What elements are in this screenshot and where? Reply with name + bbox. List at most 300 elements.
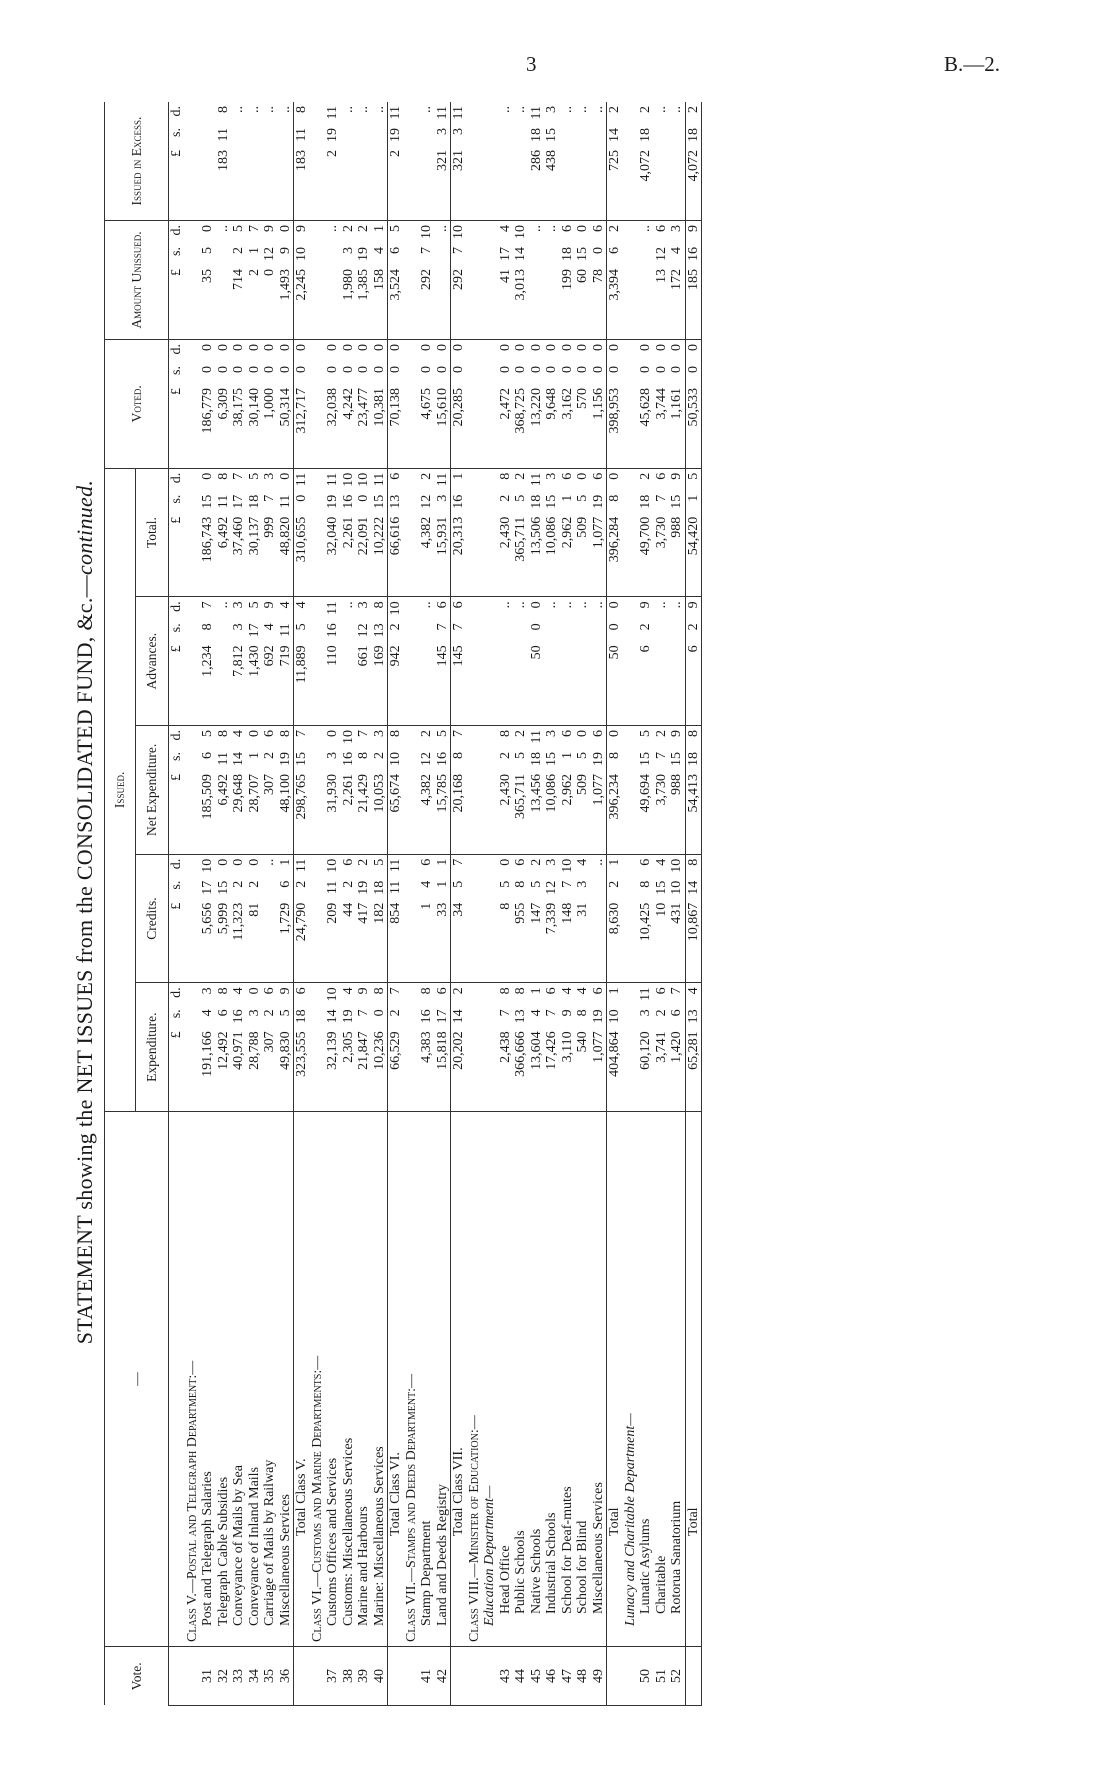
pounds: 2,430 bbox=[497, 774, 513, 806]
pence: 2 bbox=[419, 472, 434, 480]
pounds: 10,222 bbox=[371, 516, 387, 556]
shillings: 0 bbox=[528, 623, 544, 631]
item-label: Carriage of Mails by Railway bbox=[262, 1459, 277, 1626]
pounds: 54,420 bbox=[685, 516, 701, 556]
shillings: 0 bbox=[356, 494, 371, 502]
pounds: 321 bbox=[434, 150, 450, 171]
pounds: 28,707 bbox=[246, 774, 262, 813]
pence: 3 bbox=[544, 858, 559, 866]
pence: 5 bbox=[246, 601, 262, 609]
pounds: 3,741 bbox=[653, 1031, 669, 1063]
blank-cell bbox=[310, 597, 326, 726]
item-label: Marine: Miscellaneous Services bbox=[371, 1446, 387, 1626]
pence: 3 bbox=[262, 472, 277, 480]
pence: 6 bbox=[590, 730, 606, 738]
item-label: Post and Telegraph Salaries bbox=[200, 1471, 215, 1626]
amount-voted bbox=[231, 340, 247, 469]
pound-sign: £ bbox=[169, 388, 184, 395]
pence: 1 bbox=[434, 858, 450, 866]
pence: 0 bbox=[544, 344, 559, 351]
units-cell bbox=[169, 468, 185, 597]
total-cred bbox=[388, 854, 404, 983]
shillings: 0 bbox=[340, 366, 356, 373]
pence: 1 bbox=[607, 858, 622, 866]
pence: 11 bbox=[451, 106, 466, 120]
shillings: 18 bbox=[371, 880, 387, 895]
pence: 7 bbox=[669, 987, 684, 995]
pounds: 307 bbox=[262, 774, 277, 796]
shillings: 6 bbox=[277, 880, 293, 888]
blank-cell bbox=[310, 102, 326, 221]
amount-exp bbox=[544, 983, 560, 1112]
amount-net bbox=[419, 726, 435, 855]
title-continued: continued. bbox=[72, 479, 97, 576]
pounds: 854 bbox=[388, 902, 403, 924]
pence: 8 bbox=[215, 106, 231, 113]
amount-net bbox=[575, 726, 591, 855]
pounds: 4,072 bbox=[638, 150, 653, 182]
shillings: 0 bbox=[528, 366, 544, 373]
s-sign: s. bbox=[169, 880, 184, 890]
vote-cell bbox=[451, 1647, 467, 1706]
shillings: 13 bbox=[685, 1009, 701, 1024]
pounds: 10,381 bbox=[371, 388, 387, 427]
shillings: 17 bbox=[497, 247, 513, 261]
shillings: 16 bbox=[340, 752, 356, 767]
total-row bbox=[685, 102, 702, 1706]
shillings: 0 bbox=[669, 366, 684, 373]
blank-cell bbox=[482, 983, 498, 1112]
blank-cell bbox=[404, 468, 420, 597]
shillings: 15 bbox=[371, 494, 387, 509]
pence: 0 bbox=[262, 344, 277, 351]
s-sign: s. bbox=[169, 128, 184, 137]
pounds: 323,555 bbox=[294, 1031, 309, 1077]
shillings: 11 bbox=[277, 494, 293, 509]
item-label: School for Deaf-mutes bbox=[559, 1486, 575, 1614]
blank-cell bbox=[623, 340, 639, 469]
shillings: 17 bbox=[200, 880, 215, 895]
pence: 7 bbox=[388, 987, 403, 995]
rotated-statement bbox=[64, 102, 984, 1722]
pounds: 145 bbox=[434, 645, 450, 667]
pounds: 1,385 bbox=[356, 269, 371, 301]
amount-adv: .. bbox=[513, 597, 529, 726]
table-row bbox=[529, 102, 545, 1706]
shillings: 14 bbox=[451, 1009, 466, 1024]
pounds: 183 bbox=[215, 150, 231, 171]
pounds: 23,477 bbox=[356, 388, 371, 427]
amount-voted bbox=[325, 340, 341, 469]
pence: 9 bbox=[356, 987, 371, 995]
vote-number: 48 bbox=[575, 1647, 591, 1706]
pounds: 2,245 bbox=[294, 269, 309, 301]
pence: 5 bbox=[200, 730, 215, 738]
pounds: 2,261 bbox=[340, 516, 356, 549]
amount-exc bbox=[529, 102, 545, 221]
total-exc bbox=[607, 102, 623, 221]
shillings: 0 bbox=[200, 366, 215, 373]
pence: 5 bbox=[231, 225, 246, 232]
total-voted bbox=[607, 340, 623, 469]
amount-adv: .. bbox=[591, 597, 607, 726]
shillings: 2 bbox=[497, 752, 513, 760]
item-label: Native Schools bbox=[528, 1528, 544, 1614]
amount-unis: .. bbox=[544, 221, 560, 340]
pence: 3 bbox=[544, 730, 559, 738]
pounds: 13,456 bbox=[528, 774, 544, 813]
blank-cell bbox=[467, 468, 483, 597]
amount-voted bbox=[356, 340, 372, 469]
total-cred bbox=[294, 854, 310, 983]
amount-adv: .. bbox=[216, 597, 232, 726]
pence: 0 bbox=[434, 344, 450, 351]
vote-number: 39 bbox=[356, 1647, 372, 1706]
shillings: 1 bbox=[434, 880, 450, 888]
pence: 0 bbox=[231, 344, 246, 351]
table-row bbox=[216, 102, 232, 1706]
pence: 2 bbox=[685, 106, 701, 113]
item-description bbox=[638, 1112, 654, 1647]
amount-net bbox=[669, 726, 685, 855]
amount-cred bbox=[200, 854, 216, 983]
pounds: 31,930 bbox=[325, 774, 340, 813]
amount-tot bbox=[372, 468, 388, 597]
shillings: 0 bbox=[277, 366, 293, 373]
shillings: 15 bbox=[575, 247, 590, 261]
table-row bbox=[278, 102, 294, 1706]
page-number: 3 bbox=[526, 52, 537, 76]
pence: 0 bbox=[294, 344, 309, 351]
shillings: 11 bbox=[215, 494, 231, 509]
blank-cell bbox=[623, 468, 639, 597]
shillings: 0 bbox=[638, 366, 653, 373]
pounds: 988 bbox=[669, 774, 684, 796]
pounds: 20,168 bbox=[451, 774, 466, 813]
amount-exc: .. bbox=[513, 102, 529, 221]
item-label: Industrial Schools bbox=[544, 1512, 559, 1614]
amount-voted bbox=[544, 340, 560, 469]
amount-unis bbox=[200, 221, 216, 340]
item-description bbox=[216, 1112, 232, 1647]
pence: 6 bbox=[638, 858, 653, 866]
pence: 9 bbox=[638, 601, 653, 609]
pounds: 719 bbox=[277, 645, 293, 667]
amount-exp bbox=[372, 983, 388, 1112]
total-adv bbox=[451, 597, 467, 726]
total-unis bbox=[685, 221, 702, 340]
pence: 7 bbox=[200, 601, 215, 609]
total-row bbox=[607, 102, 623, 1706]
pence: 2 bbox=[513, 730, 528, 738]
total-voted bbox=[388, 340, 404, 469]
blank-cell bbox=[185, 102, 201, 221]
pence: 6 bbox=[559, 730, 575, 738]
units-blank-vote bbox=[169, 1647, 185, 1706]
shillings: 19 bbox=[590, 494, 606, 509]
amount-adv bbox=[372, 597, 388, 726]
shillings: 7 bbox=[451, 247, 466, 254]
shillings: 12 bbox=[356, 623, 371, 638]
subheading bbox=[623, 1112, 639, 1647]
pounds: 186,779 bbox=[200, 388, 215, 434]
total-tot bbox=[388, 468, 404, 597]
shillings: 8 bbox=[356, 752, 371, 760]
amount-tot bbox=[325, 468, 341, 597]
table-row bbox=[498, 102, 514, 1706]
amount-voted bbox=[638, 340, 654, 469]
shillings: 15 bbox=[544, 752, 559, 767]
pound-sign: £ bbox=[169, 150, 184, 157]
shillings: 8 bbox=[451, 752, 466, 760]
pence: 0 bbox=[653, 344, 669, 351]
amount-net bbox=[262, 726, 278, 855]
shillings: 0 bbox=[371, 1009, 387, 1017]
shillings: 8 bbox=[200, 623, 215, 631]
pounds: 49,700 bbox=[638, 516, 653, 556]
shillings: 7 bbox=[544, 1009, 559, 1017]
shillings: 0 bbox=[215, 366, 231, 373]
shillings: 7 bbox=[653, 752, 669, 760]
pence: 9 bbox=[262, 601, 277, 609]
shillings: 0 bbox=[325, 366, 340, 373]
amount-adv: .. bbox=[498, 597, 514, 726]
table-row bbox=[544, 102, 560, 1706]
pound-sign: £ bbox=[169, 774, 184, 782]
pounds: 310,655 bbox=[294, 516, 309, 563]
vote-number: 34 bbox=[247, 1647, 263, 1706]
pence: 0 bbox=[575, 344, 590, 351]
pence: 0 bbox=[277, 472, 293, 480]
vote-number: 31 bbox=[200, 1647, 216, 1706]
amount-tot bbox=[513, 468, 529, 597]
statement-table bbox=[104, 102, 702, 1706]
pounds: 37,460 bbox=[231, 516, 246, 556]
subheading-text: Lunacy and Charitable Department— bbox=[622, 1413, 638, 1626]
vote-number: 52 bbox=[669, 1647, 685, 1706]
amount-net bbox=[325, 726, 341, 855]
amount-tot bbox=[498, 468, 514, 597]
amount-voted bbox=[529, 340, 545, 469]
amount-net bbox=[544, 726, 560, 855]
blank-cell bbox=[310, 854, 326, 983]
pence: 0 bbox=[575, 225, 590, 232]
shillings: 14 bbox=[513, 247, 528, 261]
pence: 7 bbox=[246, 225, 262, 232]
amount-cred bbox=[341, 854, 357, 983]
pence: 0 bbox=[497, 858, 513, 866]
units-cell bbox=[169, 340, 185, 469]
shillings: 18 bbox=[638, 494, 653, 509]
amount-tot bbox=[544, 468, 560, 597]
pounds: 3,110 bbox=[559, 1031, 575, 1063]
pence: 10 bbox=[451, 225, 466, 239]
amount-exc bbox=[638, 102, 654, 221]
shillings: 6 bbox=[215, 1009, 231, 1017]
section-heading-row bbox=[404, 102, 420, 1706]
pounds: 404,864 bbox=[607, 1031, 622, 1077]
pounds: 15,931 bbox=[434, 516, 450, 556]
item-label: Stamp Department bbox=[419, 1520, 434, 1626]
amount-exp bbox=[513, 983, 529, 1112]
pence: 6 bbox=[559, 225, 575, 232]
pounds: 40,971 bbox=[231, 1031, 246, 1070]
pence: 10 bbox=[669, 858, 684, 873]
pounds: 10,425 bbox=[638, 902, 653, 942]
pence: 10 bbox=[356, 472, 371, 487]
pence: 9 bbox=[262, 225, 277, 232]
item-label: Conveyance of Mails by Sea bbox=[231, 1465, 246, 1626]
shillings: 2 bbox=[294, 880, 309, 888]
shillings: 0 bbox=[590, 366, 606, 373]
shillings: 9 bbox=[559, 1009, 575, 1017]
shillings: 7 bbox=[559, 880, 575, 888]
pounds: 292 bbox=[419, 269, 434, 290]
amount-net bbox=[498, 726, 514, 855]
shillings: 17 bbox=[434, 1009, 450, 1024]
shillings: 6 bbox=[669, 1009, 684, 1017]
item-description bbox=[669, 1112, 685, 1647]
shillings: 3 bbox=[340, 247, 356, 254]
pounds: 1,729 bbox=[277, 902, 293, 935]
amount-net bbox=[372, 726, 388, 855]
amount-net bbox=[356, 726, 372, 855]
pence: 0 bbox=[325, 344, 340, 351]
amount-exc: .. bbox=[498, 102, 514, 221]
pence: 10 bbox=[340, 472, 356, 487]
shillings: 13 bbox=[388, 494, 403, 509]
pence: 8 bbox=[513, 987, 528, 995]
net-header: Net Expenditure. bbox=[136, 726, 169, 855]
amount-adv: .. bbox=[341, 597, 357, 726]
shillings: 5 bbox=[575, 752, 590, 760]
amount-exp bbox=[356, 983, 372, 1112]
pence: 4 bbox=[231, 987, 246, 995]
item-description bbox=[372, 1112, 388, 1647]
shillings: 15 bbox=[544, 128, 559, 142]
pence: 8 bbox=[419, 987, 434, 995]
pounds: 4,383 bbox=[419, 1031, 434, 1063]
shillings: 7 bbox=[262, 494, 277, 502]
shillings: 0 bbox=[371, 366, 387, 373]
voted-header: Voted. bbox=[105, 340, 169, 469]
vote-number: 35 bbox=[262, 1647, 278, 1706]
vote-number: 46 bbox=[544, 1647, 560, 1706]
item-label: Head Office bbox=[497, 1545, 513, 1614]
amount-cred bbox=[247, 854, 263, 983]
item-description bbox=[591, 1112, 607, 1647]
blank-cell bbox=[185, 221, 201, 340]
pence: 9 bbox=[669, 472, 684, 480]
total-tot bbox=[294, 468, 310, 597]
pence: 0 bbox=[200, 225, 215, 232]
pence: 0 bbox=[356, 344, 371, 351]
pence: 11 bbox=[638, 987, 653, 1001]
table-row bbox=[669, 102, 685, 1706]
vote-number: 45 bbox=[529, 1647, 545, 1706]
pounds: 185,509 bbox=[200, 774, 215, 820]
shillings: 18 bbox=[685, 128, 701, 142]
table-row bbox=[262, 102, 278, 1706]
pence: 11 bbox=[325, 106, 340, 120]
pence: 11 bbox=[294, 858, 309, 873]
pounds: 49,694 bbox=[638, 774, 653, 813]
item-description bbox=[560, 1112, 576, 1647]
amount-net bbox=[200, 726, 216, 855]
amount-voted bbox=[575, 340, 591, 469]
pounds: 1,000 bbox=[262, 388, 277, 420]
pence: 10 bbox=[559, 858, 575, 873]
amount-adv bbox=[278, 597, 294, 726]
pounds: 312,717 bbox=[294, 388, 309, 434]
blank-cell bbox=[185, 597, 201, 726]
shillings: 3 bbox=[325, 752, 340, 760]
pounds: 321 bbox=[451, 150, 466, 171]
blank-cell bbox=[404, 854, 420, 983]
item-description bbox=[356, 1112, 372, 1647]
amount-voted bbox=[498, 340, 514, 469]
amount-unis bbox=[419, 221, 435, 340]
shillings: 4 bbox=[528, 1009, 544, 1017]
shillings: 12 bbox=[419, 494, 434, 509]
amount-net bbox=[278, 726, 294, 855]
shillings: 17 bbox=[231, 494, 246, 509]
item-description bbox=[325, 1112, 341, 1647]
shillings: 1 bbox=[559, 752, 575, 760]
pounds: 13 bbox=[653, 269, 669, 283]
item-label: Miscellaneous Services bbox=[590, 1482, 606, 1614]
pence: 6 bbox=[434, 987, 450, 995]
item-description bbox=[529, 1112, 545, 1647]
pounds: 509 bbox=[575, 516, 590, 538]
pence: 6 bbox=[513, 858, 528, 866]
pounds: 20,313 bbox=[451, 516, 466, 556]
vote-cell bbox=[388, 1647, 404, 1706]
pounds: 35 bbox=[200, 269, 215, 283]
shillings: 2 bbox=[685, 623, 701, 631]
shillings: 0 bbox=[607, 623, 622, 631]
amount-unis bbox=[575, 221, 591, 340]
amount-net bbox=[529, 726, 545, 855]
pounds: 11,889 bbox=[294, 645, 309, 684]
shillings: 15 bbox=[544, 494, 559, 509]
amount-unis bbox=[591, 221, 607, 340]
blank-cell bbox=[482, 854, 498, 983]
total-header: Total. bbox=[136, 468, 169, 597]
units-blank-desc bbox=[169, 1112, 185, 1647]
pounds: 60 bbox=[575, 269, 590, 283]
pounds: 65,674 bbox=[388, 774, 403, 813]
pence: 8 bbox=[685, 858, 701, 866]
amount-net bbox=[247, 726, 263, 855]
pounds: 2,438 bbox=[497, 1031, 513, 1063]
amount-exp bbox=[325, 983, 341, 1112]
shillings: 7 bbox=[434, 623, 450, 631]
table-row bbox=[591, 102, 607, 1706]
pence: 9 bbox=[685, 225, 701, 232]
amount-cred: .. bbox=[591, 854, 607, 983]
pounds: 1,430 bbox=[246, 645, 262, 677]
shillings: 16 bbox=[685, 247, 701, 261]
amount-exp bbox=[560, 983, 576, 1112]
blank-cell bbox=[623, 726, 639, 855]
item-label: Conveyance of Inland Mails bbox=[246, 1466, 262, 1626]
pence: 3 bbox=[200, 987, 215, 995]
pence: 2 bbox=[653, 730, 669, 738]
table-row bbox=[247, 102, 263, 1706]
shillings: 15 bbox=[669, 494, 684, 509]
total-voted bbox=[451, 340, 467, 469]
